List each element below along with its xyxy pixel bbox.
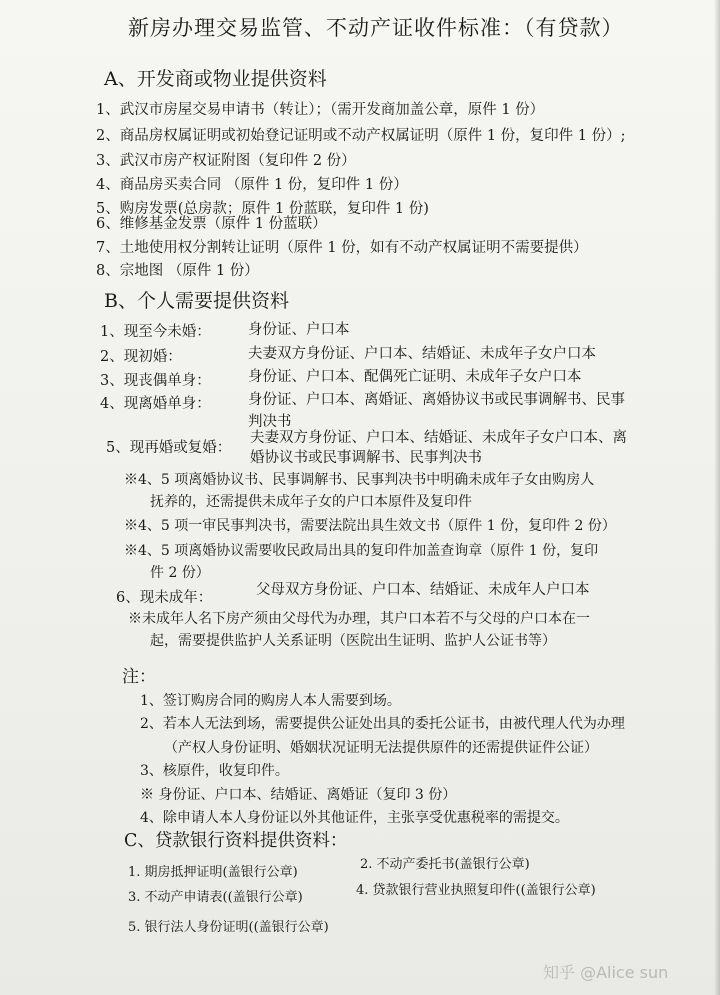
section-a-item-5: 5、购房发票(总房款；原件 1 份蓝联，复印件 1 份): [96, 201, 429, 217]
page-title: 新房办理交易监管、不动产证收件标准：（有贷款）: [128, 16, 624, 40]
section-b-note3-line1: ※4、5 项离婚协议需要收民政局出具的复印件加盖查询章（原件 1 份，复印: [124, 543, 599, 559]
section-b-row2-value: 夫妻双方身份证、户口本、结婚证、未成年子女户口本: [248, 346, 596, 362]
page-edge-shadow: [714, 0, 720, 995]
section-b-row4-label: 4、现离婚单身：: [100, 396, 211, 412]
section-b-heading: B、个人需要提供资料: [104, 290, 289, 312]
section-b-note1-line1: ※4、5 项离婚协议书、民事调解书、民事判决书中明确未成年子女由购房人: [124, 472, 595, 488]
watermark: 知乎 @Alice sun: [543, 963, 669, 982]
section-a-item-8: 8、宗地图 （原件 1 份）: [96, 263, 259, 279]
notes-item-star: ※ 身份证、户口本、结婚证、离婚证（复印 3 份）: [140, 787, 457, 803]
section-a-item-1: 1、武汉市房屋交易申请书（转让）；（需开发商加盖公章，原件 1 份）: [96, 102, 545, 118]
section-b-note3-line2: 件 2 份）: [150, 565, 210, 581]
section-c-item-4: 4. 贷款银行营业执照复印件((盖银行公章): [356, 883, 596, 898]
section-b-row5-value-line1: 夫妻双方身份证、户口本、结婚证、未成年子女户口本、离: [250, 430, 627, 446]
section-b-note2: ※4、5 项一审民事判决书，需要法院出具生效文书（原件 1 份，复印件 2 份）: [124, 518, 616, 534]
section-b-note4-line2: 起，需要提供监护人关系证明（医院出生证明、监护人公证书等）: [150, 633, 556, 649]
section-a-item-6: 6、维修基金发票（原件 1 份蓝联）: [96, 216, 327, 232]
section-b-row4-value-line2: 判决书: [248, 414, 292, 430]
section-a-item-3: 3、武汉市房产权证附图（复印件 2 份）: [96, 153, 356, 169]
section-b-row3-label: 3、现丧偶单身：: [100, 373, 211, 389]
section-a-item-2: 2、商品房权属证明或初始登记证明或不动产权属证明（原件 1 份，复印件 1 份）;: [96, 128, 626, 144]
section-b-row5-label: 5、现再婚或复婚：: [106, 440, 232, 456]
section-b-row1-value: 身份证、户口本: [248, 322, 350, 338]
section-b-note4-line1: ※未成年人名下房产须由父母代为办理，其户口本若不与父母的户口本在一: [128, 611, 590, 627]
section-b-row3-value: 身份证、户口本、配偶死亡证明、未成年子女户口本: [248, 369, 582, 385]
notes-item-1: 1、签订购房合同的购房人本人需要到场。: [140, 693, 401, 709]
section-b-row5-value-line2: 婚协议书或民事调解书、民事判决书: [250, 450, 482, 466]
section-a-heading: A、开发商或物业提供资料: [104, 68, 327, 90]
section-b-row6-label: 6、现未成年：: [116, 590, 213, 606]
notes-heading: 注：: [122, 667, 156, 687]
section-c-item-2: 2. 不动产委托书(盖银行公章): [360, 857, 530, 872]
section-c-item-3: 3. 不动产申请表((盖银行公章): [128, 890, 303, 905]
section-b-row1-label: 1、现至今未婚：: [100, 324, 211, 340]
section-c-heading: C、贷款银行资料提供资料：: [124, 831, 348, 851]
section-a-item-4: 4、商品房买卖合同 （原件 1 份，复印件 1 份）: [96, 177, 408, 193]
notes-item-2-line1: 2、若本人无法到场，需要提供公证处出具的委托公证书，由被代理人代为办理: [140, 716, 625, 732]
notes-item-4: 4、除申请人本人身份证以外其他证件，主张享受优惠税率的需提交。: [140, 810, 569, 826]
notes-item-2-line2: （产权人身份证明、婚姻状况证明无法提供原件的还需提供证件公证）: [164, 740, 598, 756]
section-b-row4-value-line1: 身份证、户口本、离婚证、离婚协议书或民事调解书、民事: [248, 392, 625, 408]
section-a-item-7: 7、土地使用权分割转让证明（原件 1 份，如有不动产权属证明不需要提供）: [96, 240, 588, 256]
section-b-note1-line2: 抚养的，还需提供未成年子女的户口本原件及复印件: [150, 494, 472, 510]
section-b-row6-value: 父母双方身份证、户口本、结婚证、未成年人户口本: [256, 582, 590, 598]
section-c-item-1: 1. 期房抵押证明(盖银行公章): [128, 865, 298, 880]
section-c-item-5: 5. 银行法人身份证明((盖银行公章): [128, 920, 329, 935]
section-b-row2-label: 2、现初婚：: [100, 349, 182, 365]
notes-item-3: 3、核原件，收复印件。: [140, 763, 289, 779]
